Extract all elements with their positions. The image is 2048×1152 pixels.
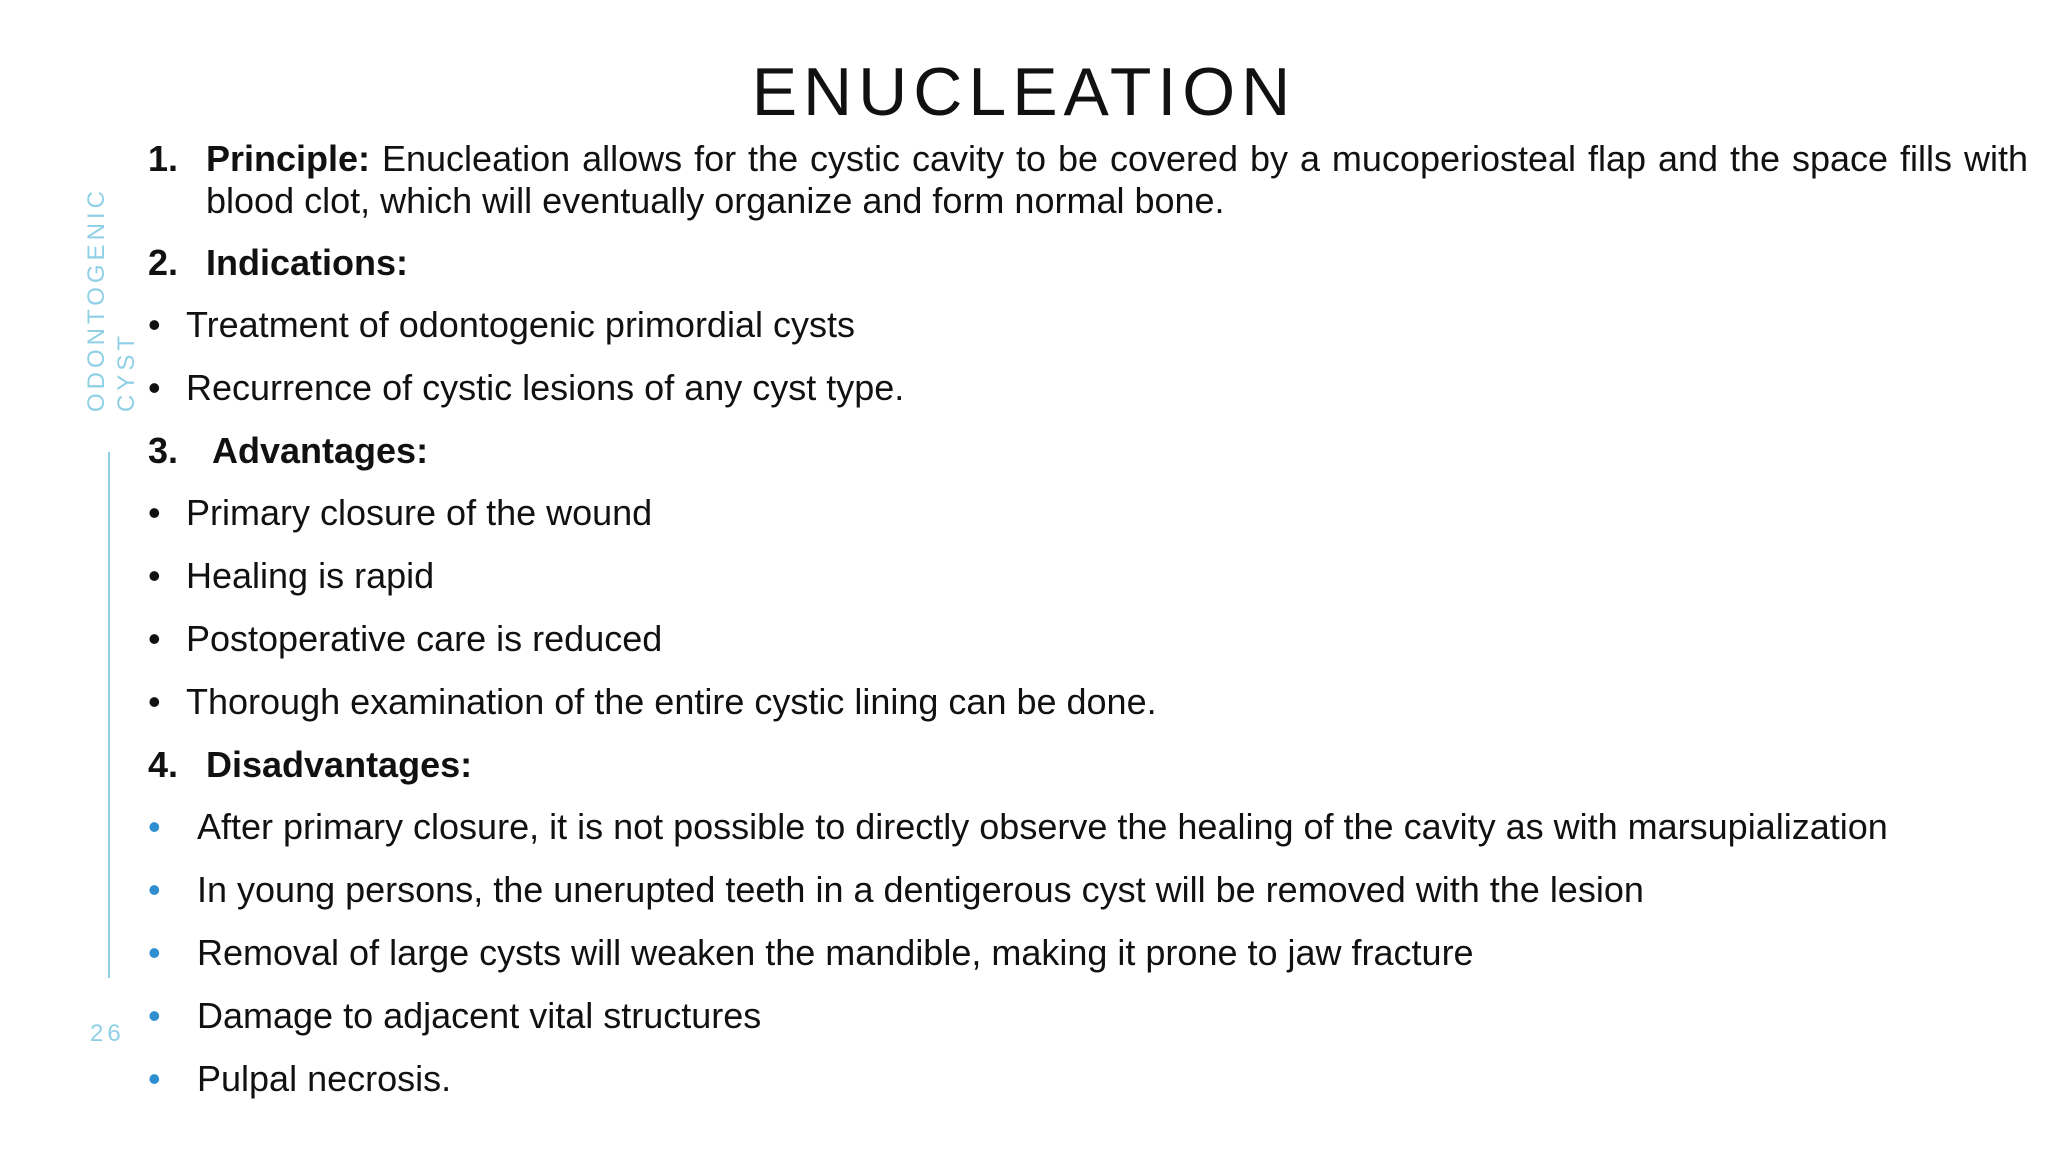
disadvantage-text: Pulpal necrosis. xyxy=(197,1058,452,1099)
side-divider xyxy=(108,452,110,978)
disadvantage-bullet xyxy=(148,932,2028,974)
advantage-bullet xyxy=(148,555,2028,597)
principle-text: Enucleation allows for the cystic cavity to be covered by a mucoperiosteal flap and the space fills with blood clot, which will eventually organize and form normal bone. xyxy=(206,138,2028,221)
indications-number: 2. xyxy=(148,242,179,283)
advantages-heading-item xyxy=(148,430,2028,472)
advantages-number: 3. xyxy=(148,430,179,471)
disadvantage-bullet xyxy=(148,869,2028,911)
advantage-text: Postoperative care is reduced xyxy=(186,618,663,659)
slide-title: ENUCLEATION xyxy=(751,54,1297,130)
disadvantage-text: Removal of large cysts will weaken the mandible, making it prone to jaw fracture xyxy=(197,932,1474,973)
advantage-text: Healing is rapid xyxy=(186,555,435,596)
advantage-bullet xyxy=(148,681,2028,723)
section-label-line1: ODONTOGENIC xyxy=(83,187,110,412)
bullet-icon: • xyxy=(148,367,161,408)
bullet-icon: • xyxy=(148,681,161,722)
advantage-bullet xyxy=(148,618,2028,660)
indication-text: Treatment of odontogenic primordial cysts xyxy=(186,304,855,345)
slide-content xyxy=(148,138,2028,1121)
principle-number: 1. xyxy=(148,138,179,179)
indication-text: Recurrence of cystic lesions of any cyst type. xyxy=(186,367,905,408)
disadvantage-text: In young persons, the unerupted teeth in a dentigerous cyst will be removed with the lesion xyxy=(197,869,1644,910)
advantage-bullet xyxy=(148,492,2028,534)
indication-bullet xyxy=(148,304,2028,346)
bullet-icon: • xyxy=(148,932,161,973)
page-number: 26 xyxy=(90,1020,125,1047)
bullet-icon: • xyxy=(148,492,161,533)
bullet-icon: • xyxy=(148,1058,161,1099)
disadvantages-heading: Disadvantages: xyxy=(206,744,473,785)
indications-heading-item xyxy=(148,242,2028,284)
advantage-text: Thorough examination of the entire cystic lining can be done. xyxy=(186,681,1157,722)
disadvantage-text: Damage to adjacent vital structures xyxy=(197,995,762,1036)
disadvantage-bullet xyxy=(148,995,2028,1037)
disadvantages-heading-item xyxy=(148,744,2028,786)
principle-item xyxy=(148,138,2028,222)
disadvantage-bullet xyxy=(148,806,2028,848)
advantage-text: Primary closure of the wound xyxy=(186,492,653,533)
section-label-line2: CYST xyxy=(113,331,140,412)
bullet-icon: • xyxy=(148,304,161,345)
bullet-icon: • xyxy=(148,869,161,910)
advantages-heading: Advantages: xyxy=(212,430,429,471)
bullet-icon: • xyxy=(148,555,161,596)
disadvantages-number: 4. xyxy=(148,744,179,785)
indications-heading: Indications: xyxy=(206,242,409,283)
section-label xyxy=(82,182,142,412)
bullet-icon: • xyxy=(148,618,161,659)
disadvantage-text: After primary closure, it is not possible to directly observe the healing of the cavity as with marsupialization xyxy=(197,806,1888,847)
disadvantage-bullet xyxy=(148,1058,2028,1100)
bullet-icon: • xyxy=(148,995,161,1036)
principle-heading: Principle: xyxy=(206,138,371,179)
indication-bullet xyxy=(148,367,2028,409)
bullet-icon: • xyxy=(148,806,161,847)
